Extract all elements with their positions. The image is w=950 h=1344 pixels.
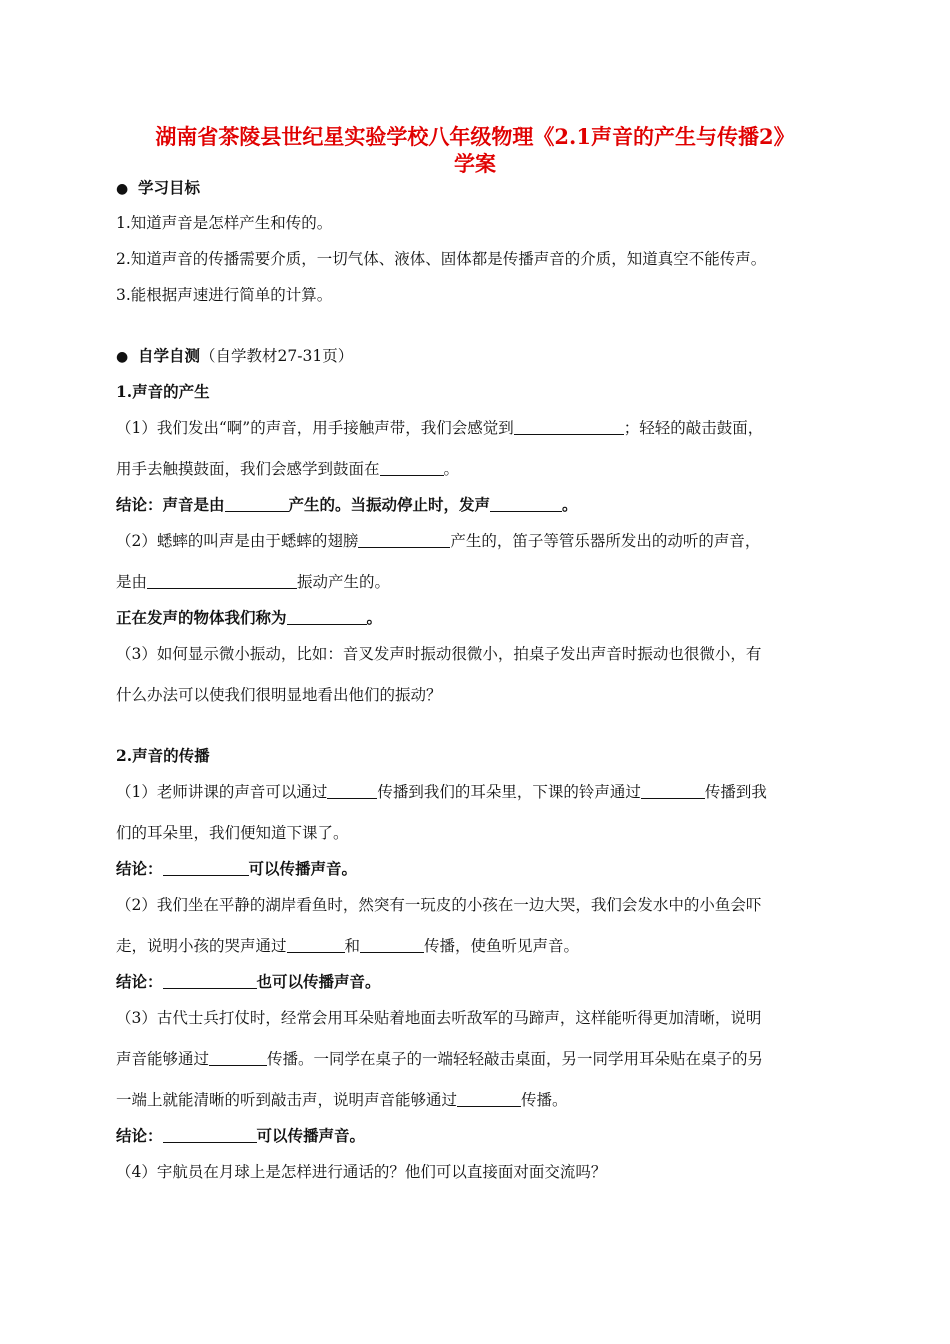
answer-blank[interactable] (209, 1050, 267, 1066)
answer-blank[interactable] (514, 419, 624, 435)
part1-conclusion1 (116, 495, 578, 515)
part2-heading: 2.声音的传播 (116, 746, 210, 765)
section-heading-text: 学习目标 (138, 178, 201, 197)
part2-question1-line1 (116, 782, 767, 802)
goal-item-3: 3.能根据声速进行简单的计算。 (116, 286, 333, 304)
part2-conclusion1 (116, 859, 357, 879)
question-text: 声音能够通过 (116, 1050, 210, 1068)
answer-blank[interactable] (225, 496, 289, 512)
question-text: 用手去触摸鼓面，我们会感学到鼓面在 (116, 460, 380, 478)
part1-question2-line1 (116, 531, 760, 551)
part1-heading: 1.声音的产生 (116, 382, 210, 401)
conclusion-text: 结论：声音是由 (116, 495, 225, 514)
question-text: 。 (443, 460, 460, 478)
part2-question1-line2: 们的耳朵里，我们便知道下课了。 (116, 824, 349, 842)
question-text: 一端上就能清晰的听到敲击声，说明声音能够通过 (116, 1091, 458, 1109)
question-text: 产生的，笛子等管乐器所发出的动听的声音， (450, 532, 761, 550)
part1-question1-line2 (116, 459, 459, 479)
bullet-icon: ● (116, 181, 129, 197)
question-text: 传播，使鱼听见声音。 (424, 937, 580, 955)
question-text: 是由 (116, 573, 148, 591)
question-text: 传播到我 (704, 783, 767, 801)
part1-question1-line1 (116, 418, 763, 438)
section-learning-goals-heading (116, 178, 200, 199)
part2-conclusion2 (116, 972, 381, 992)
conclusion-text: 可以传播声音。 (256, 1126, 366, 1145)
part2-conclusion3 (116, 1126, 365, 1146)
part1-question3-line1: （3）如何显示微小振动，比如：音叉发声时振动很微小，拍桌子发出声音时振动也很微小，有 (116, 645, 762, 663)
answer-blank[interactable] (163, 973, 257, 989)
answer-blank[interactable] (358, 532, 450, 548)
document-title-line2: 学案 (454, 151, 496, 176)
part2-question2-line2 (116, 936, 579, 956)
answer-blank[interactable] (287, 609, 367, 625)
section-self-study-heading (116, 346, 353, 367)
question-text: （2）蟋蟀的叫声是由于蟋蟀的翅膀 (116, 532, 359, 550)
part1-question2-line2 (116, 572, 390, 592)
question-text: （1）我们发出“啊”的声音，用手接触声带，我们会感觉到 (116, 419, 514, 437)
question-text: 传播到我们的耳朵里，下课的铃声通过 (377, 783, 641, 801)
answer-blank[interactable] (457, 1091, 521, 1107)
document-title-line1: 湖南省茶陵县世纪星实验学校八年级物理《2.1声音的产生与传播2》 (155, 124, 795, 149)
question-text: 走，说明小孩的哭声通过 (116, 937, 287, 955)
conclusion-text: 结论： (116, 859, 163, 878)
question-text: 和 (344, 937, 361, 955)
question-text: （1）老师讲课的声音可以通过 (116, 783, 328, 801)
bullet-icon: ● (116, 349, 129, 365)
answer-blank[interactable] (380, 460, 444, 476)
part2-question3-line2 (116, 1049, 763, 1069)
question-text: 传播。 (521, 1091, 568, 1109)
question-text: 传播。一同学在桌子的一端轻轻敲击桌面，另一同学用耳朵贴在桌子的另 (267, 1050, 764, 1068)
section-heading-note: （自学教材27-31页） (200, 347, 354, 365)
conclusion-text: 结论： (116, 1126, 163, 1145)
conclusion-text: 正在发声的物体我们称为 (116, 608, 287, 627)
part2-question3-line3 (116, 1090, 568, 1110)
answer-blank[interactable] (641, 783, 705, 799)
answer-blank[interactable] (327, 783, 377, 799)
question-text: 振动产生的。 (297, 573, 391, 591)
part2-question2-line1: （2）我们坐在平静的湖岸看鱼时，然突有一玩皮的小孩在一边大哭，我们会发水中的小鱼会吓 (116, 896, 762, 914)
conclusion-text: 。 (562, 495, 578, 514)
part2-question4: （4）宇航员在月球上是怎样进行通话的？他们可以直接面对面交流吗？ (116, 1163, 607, 1181)
answer-blank[interactable] (287, 937, 345, 953)
conclusion-text: 产生的。当振动停止时，发声 (288, 495, 491, 514)
section-heading-text: 自学自测 (138, 346, 201, 365)
conclusion-text: 结论： (116, 972, 163, 991)
answer-blank[interactable] (163, 860, 249, 876)
part2-question3-line1: （3）古代士兵打仗时，经常会用耳朵贴着地面去听敌军的马蹄声，这样能听得更加清晰，说明 (116, 1009, 762, 1027)
conclusion-text: 也可以传播声音。 (256, 972, 381, 991)
conclusion-text: 可以传播声音。 (248, 859, 358, 878)
answer-blank[interactable] (147, 573, 297, 589)
goal-item-1: 1.知道声音是怎样产生和传的。 (116, 214, 333, 232)
part1-conclusion2 (116, 608, 382, 628)
goal-item-2: 2.知道声音的传播需要介质，一切气体、液体、固体都是传播声音的介质，知道真空不能传声。 (116, 250, 767, 268)
answer-blank[interactable] (360, 937, 424, 953)
question-text: ；轻轻的敲击鼓面， (623, 419, 764, 437)
part1-question3-line2: 什么办法可以使我们很明显地看出他们的振动？ (116, 686, 442, 704)
answer-blank[interactable] (490, 496, 562, 512)
conclusion-text: 。 (366, 608, 383, 627)
answer-blank[interactable] (163, 1127, 257, 1143)
